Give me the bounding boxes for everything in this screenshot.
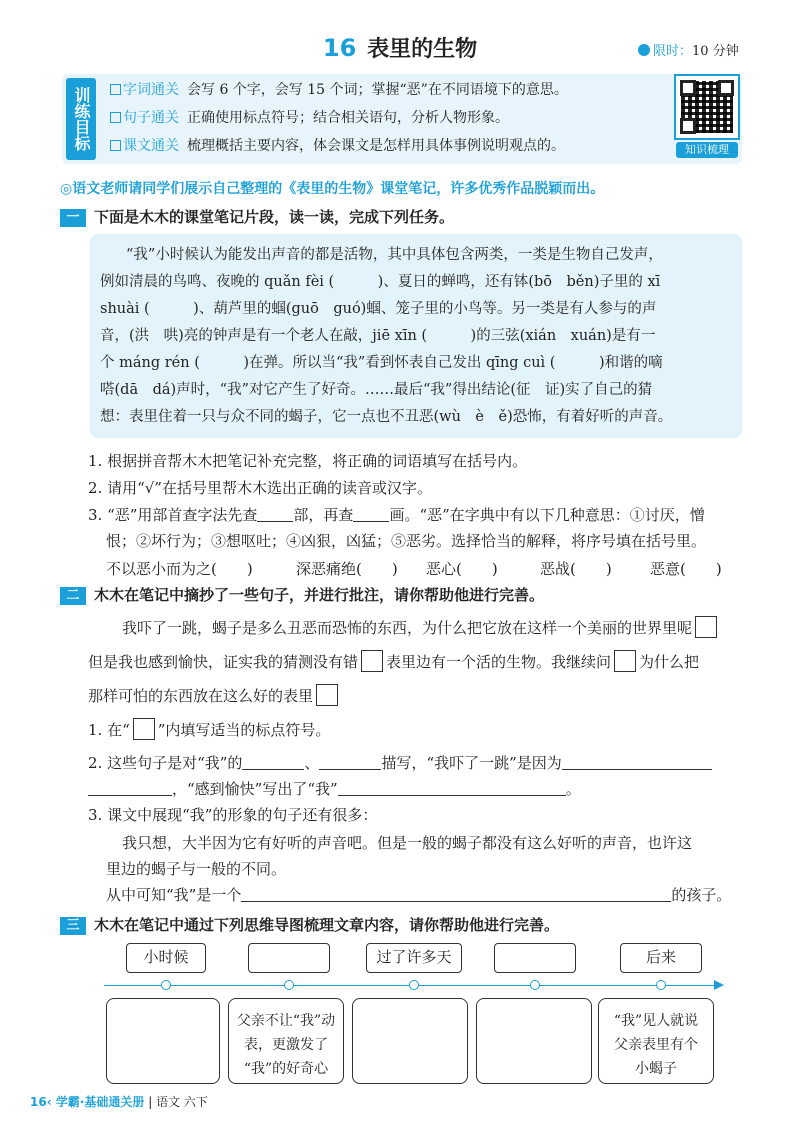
time-limit-label: 限时： bbox=[653, 44, 693, 59]
timeline-dot bbox=[284, 980, 294, 990]
timeline-dot bbox=[530, 980, 540, 990]
note-line: 嗒(dā dá)声时，“我”对它产生了好奇。……最后“我”得出结论(征 证)实了自己的猜 bbox=[100, 382, 653, 398]
timeline-dot bbox=[656, 980, 666, 990]
time-limit-value: 10 分钟 bbox=[692, 44, 739, 59]
arrow-right-icon bbox=[714, 980, 724, 990]
question-1-3-line2: 恨；②坏行为；③想呕吐；④凶狠，凶猛；⑤恶劣。选择恰当的解释，将序号填在括号里。 bbox=[106, 532, 707, 550]
lesson-number: 16 bbox=[322, 34, 357, 62]
checkbox-icon[interactable] bbox=[110, 112, 121, 123]
answer-blank[interactable] bbox=[242, 754, 304, 770]
mindmap-box-blank[interactable] bbox=[352, 998, 468, 1084]
clock-icon bbox=[638, 44, 650, 56]
section-1-header bbox=[60, 206, 454, 227]
lesson-title: 表里的生物 bbox=[367, 37, 478, 62]
quote-line: 我只想，大半因为它有好听的声音吧。但是一般的蝎子都没有这么好听的声音，也许这 bbox=[122, 834, 693, 852]
punctuation-box[interactable] bbox=[316, 684, 338, 706]
q3-option[interactable]: 恶意( ) bbox=[650, 560, 722, 578]
q3-option[interactable]: 不以恶小而为之( ) bbox=[106, 560, 253, 578]
checkbox-icon[interactable] bbox=[110, 84, 121, 95]
goal-row-words bbox=[110, 78, 568, 102]
punctuation-box[interactable] bbox=[614, 650, 636, 672]
mindmap-box-blank[interactable] bbox=[476, 998, 592, 1084]
section-number: 一 bbox=[60, 209, 86, 227]
note-line: “我”小时候认为能发出声音的都是活物，其中具体包含两类，一类是生物自己发声， bbox=[126, 247, 663, 263]
question-2-3: 3. 课文中展现“我”的形象的句子还有很多： bbox=[88, 806, 378, 824]
timeline-box: 小时候 bbox=[126, 943, 206, 973]
mindmap-box-blank[interactable] bbox=[106, 998, 220, 1084]
goal-text: 梳理概括主要内容，体会课文是怎样用具体事例说明观点的。 bbox=[187, 138, 565, 154]
answer-blank[interactable] bbox=[257, 506, 293, 522]
timeline-box: 后来 bbox=[620, 943, 702, 973]
qr-label: 知识梳理 bbox=[676, 142, 738, 158]
quote-line: 但是我也感到愉快，证实我的猜测没有错 表里边有一个活的生物。我继续问 为什么把 bbox=[88, 650, 699, 673]
footer-separator: | bbox=[148, 1095, 153, 1109]
quote-line: 里边的蝎子与一般的不同。 bbox=[106, 860, 287, 878]
intro-text: ◎语文老师请同学们展示自己整理的《表里的生物》课堂笔记，许多优秀作品脱颖而出。 bbox=[60, 181, 605, 197]
goal-row-sentences bbox=[110, 106, 509, 130]
q3-option[interactable]: 恶战( ) bbox=[540, 560, 612, 578]
punctuation-box[interactable] bbox=[361, 650, 383, 672]
q3-option[interactable]: 恶心( ) bbox=[426, 560, 498, 578]
note-line: 个 máng rén ( )在弹。所以当“我”看到怀表自己发出 qīng cuì ( )和谐的嘀 bbox=[100, 355, 663, 371]
punctuation-box[interactable] bbox=[695, 616, 717, 638]
section-title: 木木在笔记中通过下列思维导图梳理文章内容，请你帮助他进行完善。 bbox=[94, 916, 560, 934]
note-line: 音，(洪 哄)亮的钟声是有一个老人在敲，jiē xīn ( )的三弦(xián xuán)是有一 bbox=[100, 328, 656, 344]
goal-text: 正确使用标点符号；结合相关语句，分析人物形象。 bbox=[187, 110, 509, 126]
note-line: 例如清晨的鸟鸣、夜晚的 quǎn fèi ( )、夏日的蝉鸣，还有钵(bō běn)子里的 xī bbox=[100, 274, 661, 290]
section-title: 下面是木木的课堂笔记片段，读一读，完成下列任务。 bbox=[94, 208, 455, 226]
goal-text: 会写 6 个字，会写 15 个词；掌握“恶”在不同语境下的意思。 bbox=[187, 82, 568, 98]
section-number: 三 bbox=[60, 917, 86, 935]
training-goals-label: 训练目标 bbox=[66, 78, 96, 160]
timeline-box-blank[interactable] bbox=[494, 943, 576, 973]
timeline-box-blank[interactable] bbox=[248, 943, 330, 973]
checkbox-icon[interactable] bbox=[110, 140, 121, 151]
question-1-2: 2. 请用“√”在括号里帮木木选出正确的读音或汉字。 bbox=[88, 479, 432, 497]
question-1-3: 3. “恶”用部首查字法先查 部，再查 画。“恶”在字典中有以下几种意思：①讨厌，憎 bbox=[88, 506, 705, 524]
quote-line: 那样可怕的东西放在这么好的表里 bbox=[88, 684, 341, 707]
time-limit bbox=[638, 40, 739, 59]
section-number: 二 bbox=[60, 587, 86, 605]
answer-blank[interactable] bbox=[319, 754, 381, 770]
goal-name: 句子通关 bbox=[123, 110, 179, 126]
note-line: shuài ( )、葫芦里的蝈(guō guó)蝈、笼子里的小鸟等。另一类是有人参与的声 bbox=[100, 301, 657, 317]
mindmap-box: “我”见人就说 父亲表里有个 小蝎子 bbox=[598, 998, 714, 1084]
goal-name: 字词通关 bbox=[123, 82, 179, 98]
mindmap-box: 父亲不让“我”动 表，更激发了 “我”的好奇心 bbox=[228, 998, 344, 1084]
timeline-dot bbox=[161, 980, 171, 990]
qr-code-icon[interactable] bbox=[674, 74, 740, 140]
answer-blank[interactable] bbox=[353, 506, 389, 522]
question-1-1: 1. 根据拼音帮木木把笔记补充完整，将正确的词语填写在括号内。 bbox=[88, 452, 528, 470]
subject: 语文 六下 bbox=[156, 1095, 208, 1109]
page-footer: 16‹ 学霸·基础通关册 | 语文 六下 bbox=[30, 1095, 208, 1109]
page-number: 16 bbox=[30, 1095, 47, 1109]
q3-option[interactable]: 深恶痛绝( ) bbox=[296, 560, 398, 578]
question-2-2: 2. 这些句子是对“我”的 、 描写，“我吓了一跳”是因为 bbox=[88, 752, 712, 774]
training-goals-box bbox=[62, 74, 742, 164]
punctuation-box bbox=[133, 718, 155, 740]
answer-blank[interactable] bbox=[338, 780, 566, 796]
answer-blank[interactable] bbox=[88, 780, 172, 796]
note-line: 想：表里住着一只与众不同的蝎子，它一点也不丑恶(wù è ě)恐怖，有着好听的声音。 bbox=[100, 409, 673, 425]
book-title: 学霸·基础通关册 bbox=[55, 1095, 145, 1109]
conclusion-line: 从中可知“我”是一个 的孩子。 bbox=[106, 886, 732, 904]
answer-blank[interactable] bbox=[562, 754, 712, 770]
question-2-2-line2: ，“感到愉快”写出了“我” 。 bbox=[88, 778, 581, 800]
section-title: 木木在笔记中摘抄了一些句子，并进行批注，请你帮助他进行完善。 bbox=[94, 586, 545, 604]
timeline-dot bbox=[409, 980, 419, 990]
section-2-header bbox=[60, 584, 544, 605]
quote-line: 我吓了一跳，蝎子是多么丑恶而恐怖的东西，为什么把它放在这样一个美丽的世界里呢 bbox=[122, 616, 720, 639]
goal-name: 课文通关 bbox=[123, 138, 179, 154]
section-3-header bbox=[60, 914, 559, 935]
timeline-box: 过了许多天 bbox=[366, 943, 462, 973]
question-2-1: 1. 在“ ”内填写适当的标点符号。 bbox=[88, 718, 330, 741]
answer-blank[interactable] bbox=[241, 886, 671, 902]
goal-row-text bbox=[110, 134, 565, 158]
